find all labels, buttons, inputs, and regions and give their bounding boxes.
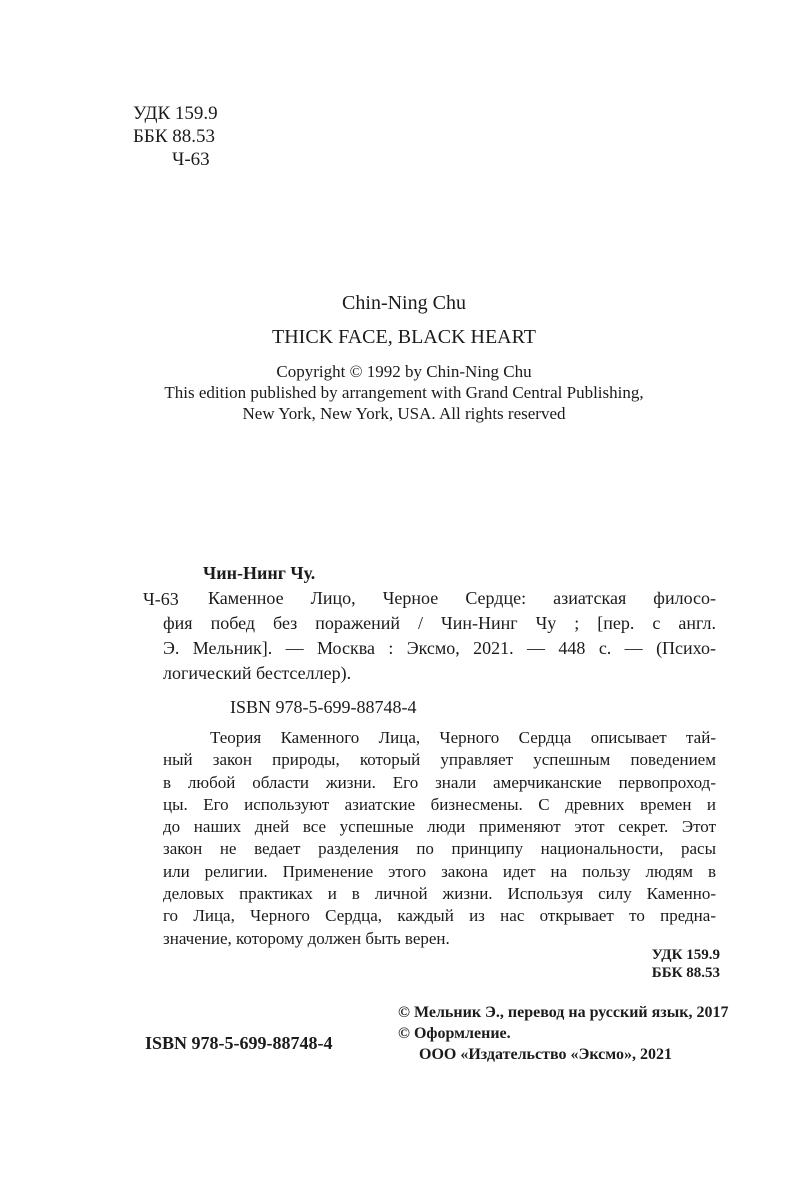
catalog-isbn: ISBN 978-5-699-88748-4 — [230, 697, 417, 717]
bbk-code: ББК 88.53 — [133, 126, 215, 147]
imprint-copyright-line: ООО «Издательство «Эксмо», 2021 — [419, 1046, 672, 1063]
original-author: Chin-Ning Chu — [342, 292, 466, 314]
original-copyright-line: Copyright © 1992 by Chin-Ning Chu — [276, 362, 532, 381]
catalog-line: логический бестселлер). — [163, 663, 352, 683]
catalog-author-sign: Ч-63 — [143, 589, 179, 609]
annotation-line: закон не ведает разделения по принципу национальности, расы — [163, 839, 716, 859]
annotation-line: ный закон природы, который управляет успешным поведением — [163, 750, 716, 770]
bottom-bbk-code: ББК 88.53 — [651, 965, 720, 981]
original-edition-block — [4, 291, 800, 424]
original-copyright-line: This edition published by arrangement with Grand Central Publishing, — [164, 383, 644, 402]
annotation-line: деловых практиках и в личной жизни. Используя силу Каменно- — [163, 884, 716, 904]
annotation-line: цы. Его используют азиатские бизнесмены. С древних времен и — [163, 794, 716, 814]
annotation-line: до наших дней все успешные люди применяют этот секрет. Этот — [163, 817, 716, 837]
catalog-line: Каменное Лицо, Черное Сердце: азиатская филосо- — [208, 588, 716, 608]
catalog-line: Э. Мельник]. — Москва : Эксмо, 2021. — 448 с. — (Психо- — [163, 638, 716, 658]
bottom-udk-code: УДК 159.9 — [651, 947, 720, 963]
author-sign-code: Ч-63 — [172, 149, 210, 170]
annotation-line: в любой области жизни. Его знали амерчиканские первопроход- — [163, 772, 716, 792]
udk-code: УДК 159.9 — [133, 103, 218, 124]
imprint-isbn: ISBN 978-5-699-88748-4 — [145, 1033, 333, 1053]
annotation-line: или религии. Применение этого закона идет на пользу людям в — [163, 861, 716, 881]
catalog-block — [163, 561, 716, 686]
catalog-line: фия побед без поражений / Чин-Нинг Чу ; [пер. с англ. — [163, 613, 716, 633]
annotation-line: го Лица, Черного Сердца, каждый из нас открывает то предна- — [163, 906, 716, 926]
imprint-copyright-line: © Мельник Э., перевод на русский язык, 2017 — [398, 1004, 729, 1021]
bottom-codes-block — [163, 946, 720, 982]
imprint-copyright-block — [398, 1002, 728, 1065]
catalog-author-heading: Чин-Нинг Чу. — [203, 563, 316, 583]
original-copyright-line: New York, New York, USA. All rights reserved — [242, 404, 566, 423]
original-title: THICK FACE, BLACK HEART — [272, 326, 536, 348]
classification-block — [133, 102, 218, 171]
imprint-copyright-line: © Оформление. — [398, 1025, 511, 1042]
annotation-line: Теория Каменного Лица, Черного Сердца описывает тай- — [210, 728, 716, 747]
annotation-line: значение, которому должен быть верен. — [163, 928, 450, 948]
annotation-block — [163, 727, 716, 950]
